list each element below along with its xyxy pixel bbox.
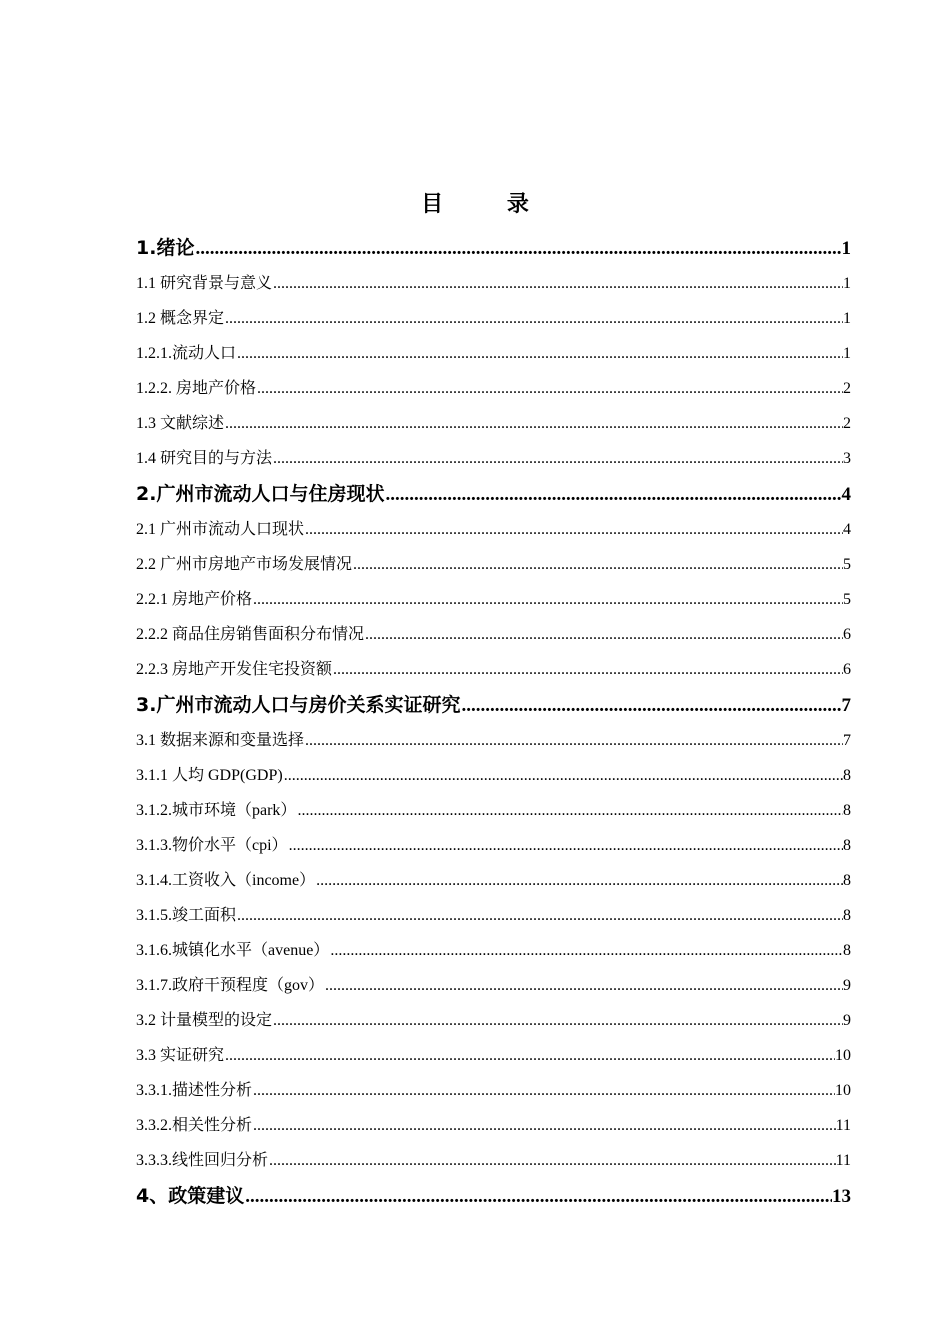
toc-page-number: 2 <box>843 415 851 432</box>
toc-leader-dots <box>304 723 843 758</box>
toc-entry[interactable] <box>136 863 851 898</box>
toc-page-number: 1 <box>843 345 851 362</box>
toc-entry[interactable] <box>136 582 851 617</box>
toc-entry-text: 1.4 研究目的与方法 <box>136 450 273 467</box>
toc-entry-text: 2.广州市流动人口与住房现状 <box>136 483 385 505</box>
toc-leader-dots <box>272 266 843 301</box>
toc-entry[interactable] <box>136 371 851 406</box>
toc-entry[interactable] <box>136 898 851 933</box>
toc-entry-text: 2.1 广州市流动人口现状 <box>136 521 305 538</box>
toc-entry-text: 3.3.1.描述性分析 <box>136 1082 253 1099</box>
toc-entry-text: 1.2 概念界定 <box>136 310 225 327</box>
toc-entry[interactable] <box>136 793 851 828</box>
toc-entry-text: 3.1.4.工资收入（income） <box>136 872 316 889</box>
toc-leader-dots <box>268 1143 836 1178</box>
toc-entry[interactable] <box>136 652 851 687</box>
toc-leader-dots <box>324 968 843 1003</box>
toc-page-number: 11 <box>835 1117 851 1134</box>
toc-page-number: 7 <box>843 732 851 749</box>
toc-entry[interactable] <box>136 266 851 301</box>
toc-entry-text: 3.1.3.物价水平（cpi） <box>136 837 288 854</box>
toc-entry[interactable] <box>136 441 851 476</box>
toc-entry[interactable] <box>136 1003 851 1038</box>
toc-entry[interactable] <box>136 933 851 968</box>
toc-entry-text: 2.2.3 房地产开发住宅投资额 <box>136 661 333 678</box>
toc-entry-text: 3.1.6.城镇化水平（avenue） <box>136 942 330 959</box>
toc-leader-dots <box>332 652 843 687</box>
toc-page-number: 9 <box>843 1012 851 1029</box>
toc-entry-text: 1.3 文献综述 <box>136 415 225 432</box>
toc-leader-dots <box>236 336 843 371</box>
toc-page-number: 5 <box>843 591 851 608</box>
toc-page-number: 3 <box>843 450 851 467</box>
toc-page-number: 8 <box>843 802 851 819</box>
toc-entry[interactable] <box>136 617 851 652</box>
toc-entry[interactable] <box>136 1073 851 1108</box>
toc-page-number: 1 <box>843 275 851 292</box>
toc-leader-dots <box>252 1073 835 1108</box>
toc-leader-dots <box>194 231 841 266</box>
toc-leader-dots <box>283 758 843 793</box>
toc-entry-text: 3.3 实证研究 <box>136 1047 225 1064</box>
toc-page-number: 10 <box>835 1082 851 1099</box>
toc-leader-dots <box>224 406 843 441</box>
toc-entry[interactable] <box>136 230 851 266</box>
toc-entry[interactable] <box>136 301 851 336</box>
toc-page-number: 5 <box>843 556 851 573</box>
toc-leader-dots <box>256 371 843 406</box>
toc-leader-dots <box>252 1108 836 1143</box>
toc-page-number: 6 <box>843 626 851 643</box>
toc-entry-text: 3.1.2.城市环境（park） <box>136 802 297 819</box>
toc-entry-text: 3.3.2.相关性分析 <box>136 1117 253 1134</box>
toc-entry[interactable] <box>136 512 851 547</box>
toc-entry[interactable] <box>136 476 851 512</box>
toc-leader-dots <box>304 512 843 547</box>
toc-page-number: 7 <box>841 695 851 716</box>
toc-leader-dots <box>296 793 843 828</box>
toc-entry-text: 3.1.7.政府干预程度（gov） <box>136 977 325 994</box>
toc-page-number: 1 <box>841 238 851 259</box>
toc-entry[interactable] <box>136 1108 851 1143</box>
toc-page-number: 8 <box>843 872 851 889</box>
toc-leader-dots <box>364 617 843 652</box>
toc-leader-dots <box>244 1179 832 1214</box>
toc-entry-text: 2.2 广州市房地产市场发展情况 <box>136 556 353 573</box>
toc-entry-text: 3.2 计量模型的设定 <box>136 1012 273 1029</box>
toc-leader-dots <box>272 1003 843 1038</box>
toc-entry-text: 1.绪论 <box>136 237 195 259</box>
toc-leader-dots <box>224 301 843 336</box>
toc-page-number: 4 <box>841 484 851 505</box>
toc-leader-dots <box>352 547 843 582</box>
toc-entry-text: 4、政策建议 <box>136 1185 245 1207</box>
toc-entry-text: 3.1 数据来源和变量选择 <box>136 732 305 749</box>
toc-entry[interactable] <box>136 406 851 441</box>
toc-page-number: 4 <box>843 521 851 538</box>
toc-entry-text: 3.广州市流动人口与房价关系实证研究 <box>136 694 461 716</box>
toc-entry[interactable] <box>136 1178 851 1214</box>
toc-leader-dots <box>224 1038 835 1073</box>
toc-entry-text: 1.2.2. 房地产价格 <box>136 380 257 397</box>
toc-entry[interactable] <box>136 723 851 758</box>
toc-page-number: 1 <box>843 310 851 327</box>
toc-leader-dots <box>272 441 843 476</box>
toc-entry[interactable] <box>136 1038 851 1073</box>
toc-leader-dots <box>252 582 843 617</box>
toc-leader-dots <box>315 863 843 898</box>
toc-entry-text: 1.1 研究背景与意义 <box>136 275 273 292</box>
toc-list <box>136 230 851 1214</box>
toc-entry[interactable] <box>136 547 851 582</box>
toc-leader-dots <box>236 898 843 933</box>
toc-page-number: 6 <box>843 661 851 678</box>
toc-entry-text: 3.1.1 人均 GDP(GDP) <box>136 767 283 784</box>
toc-leader-dots <box>460 688 841 723</box>
toc-page-number: 8 <box>843 837 851 854</box>
toc-entry[interactable] <box>136 1143 851 1178</box>
toc-page-number: 10 <box>835 1047 851 1064</box>
toc-entry[interactable] <box>136 758 851 793</box>
toc-entry[interactable] <box>136 687 851 723</box>
toc-page-number: 9 <box>843 977 851 994</box>
toc-entry[interactable] <box>136 336 851 371</box>
toc-leader-dots <box>288 828 843 863</box>
toc-page-number: 2 <box>843 380 851 397</box>
toc-page-number: 8 <box>843 942 851 959</box>
toc-entry-text: 3.3.3.线性回归分析 <box>136 1152 269 1169</box>
toc-leader-dots <box>329 933 843 968</box>
toc-entry[interactable] <box>136 968 851 1003</box>
toc-page-number: 8 <box>843 907 851 924</box>
toc-title: 目 录 <box>421 191 557 217</box>
toc-page-number: 11 <box>835 1152 851 1169</box>
toc-page-number: 8 <box>843 767 851 784</box>
toc-entry-text: 2.2.2 商品住房销售面积分布情况 <box>136 626 365 643</box>
toc-entry-text: 3.1.5.竣工面积 <box>136 907 237 924</box>
toc-entry-text: 2.2.1 房地产价格 <box>136 591 253 608</box>
toc-page-number: 13 <box>832 1186 851 1207</box>
toc-entry-text: 1.2.1.流动人口 <box>136 345 237 362</box>
toc-leader-dots <box>384 477 841 512</box>
toc-entry[interactable] <box>136 828 851 863</box>
